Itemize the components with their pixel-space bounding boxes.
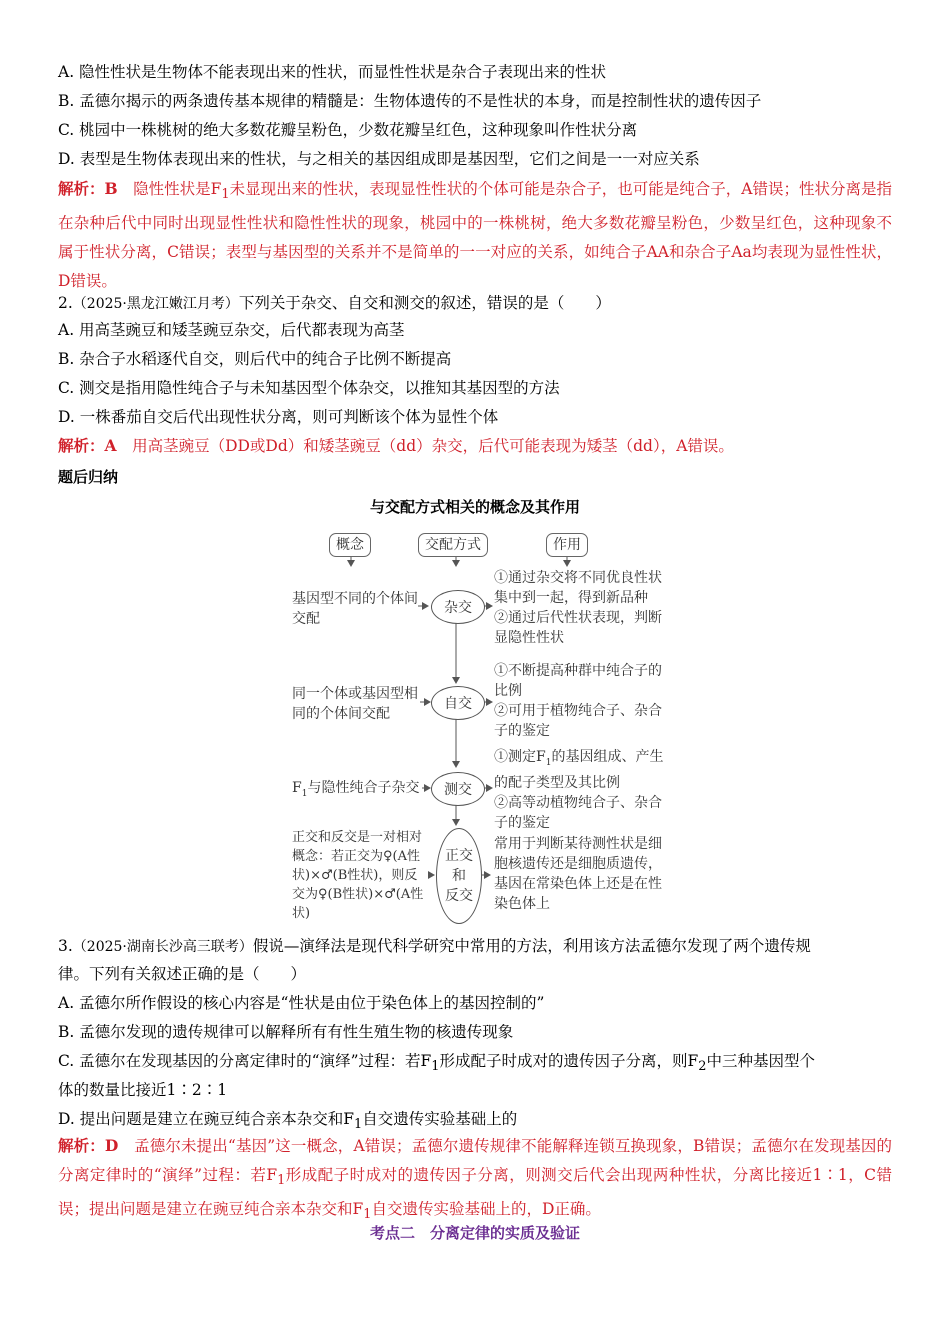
- effect-hybrid: ①通过杂交将不同优良性状集中到一起，得到新品种 ②通过后代性状表现，判断显隐性性状: [494, 570, 662, 646]
- q3-analysis: 解析：D 孟德尔未提出“基因”这一概念，A错误；孟德尔遗传规律不能解释连锁互换现象，B错误；孟德尔在发现基因的分离定律时的“演绎”过程：若$F_1$形成配子时成对的遗传因子分离，则测交后代会出现两种性状，分离比接近1∶1，C错误；提出问题是建立在豌豆纯合亲本杂交和$F_1$自交遗传实验基础上的，D正确。: [58, 1136, 892, 1223]
- summary-heading: 题后归纳: [58, 468, 119, 486]
- q1-analysis: 解析：B 隐性性状是$F_1$未显现出来的性状，表现显性性状的个体可能是杂合子，也可能是纯合子，A错误；性状分离是指在杂种后代中同时出现显性性状和隐性性状的现象，桃园中的一株桃树，绝大多数花瓣呈粉色，少数呈红色，这种现象不属于性状分离，C错误；表型与基因型的关系并不是简单的一一对应的关系，如纯合子AA和杂合子Aa均表现为显性性状，D错误。: [58, 179, 892, 291]
- q3-option-a: A. 孟德尔所作假设的核心内容是“性状是由位于染色体上的基因控制的”: [58, 994, 545, 1012]
- q3-option-b: B. 孟德尔发现的遗传规律可以解释所有有性生殖生物的核遗传现象: [58, 1023, 514, 1041]
- diagram-title: 与交配方式相关的概念及其作用: [369, 498, 580, 516]
- q3-option-d: D. 提出问题是建立在豌豆纯合亲本杂交和$F_1$自交遗传实验基础上的: [58, 1110, 518, 1133]
- q2-option-c: C. 测交是指用隐性纯合子与未知基因型个体杂交，以推知其基因型的方法: [58, 379, 560, 397]
- q1-option-d: D. 表型是生物体表现出来的性状，与之相关的基因组成即是基因型，它们之间是一一对应关系: [58, 150, 700, 168]
- concept-testcross: $F_1$与隐性纯合子杂交: [292, 780, 420, 799]
- answer-letter: A: [104, 436, 117, 455]
- q3-stem-2: 律。下列有关叙述正确的是（ ）: [58, 965, 307, 983]
- q3-option-c-cont: 体的数量比接近1∶2∶1: [58, 1081, 228, 1099]
- header-concept: 概念: [329, 533, 371, 557]
- answer-letter: B: [104, 179, 118, 198]
- q1-option-a: A. 隐性性状是生物体不能表现出来的性状，而显性性状是杂合子表现出来的性状: [58, 63, 607, 81]
- q3-stem-1: 3.（2025·湖南长沙高三联考）假说—演绎法是现代科学研究中常用的方法，利用该方法孟德尔发现了两个遗传规: [58, 937, 811, 955]
- method-selfing: 自交: [431, 686, 485, 720]
- q3-source: （2025·湖南长沙高三联考）: [72, 939, 253, 955]
- section-title: 考点二 分离定律的实质及验证: [369, 1224, 580, 1242]
- q2-option-d: D. 一株番茄自交后代出现性状分离，则可判断该个体为显性个体: [58, 408, 499, 426]
- effect-selfing: ①不断提高种群中纯合子的比例 ②可用于植物纯合子、杂合子的鉴定: [494, 663, 662, 739]
- concept-reciprocal: 正交和反交是一对相对概念：若正交为♀(A性状)×♂(B性状)，则反交为♀(B性状)×♂(A性状): [292, 830, 424, 921]
- effect-testcross: ①测定$F_1$的基因组成、产生的配子类型及其比例 ②高等动植物纯合子、杂合子的鉴定: [494, 749, 664, 831]
- q1-option-c: C. 桃园中一株桃树的绝大多数花瓣呈粉色，少数花瓣呈红色，这种现象叫作性状分离: [58, 121, 638, 139]
- q2-analysis: 解析：A 用高茎豌豆（DD或Dd）和矮茎豌豆（dd）杂交，后代可能表现为矮茎（dd），A错误。: [58, 436, 734, 455]
- q1-option-b: B. 孟德尔揭示的两条遗传基本规律的精髓是：生物体遗传的不是性状的本身，而是控制性状的遗传因子: [58, 92, 762, 110]
- q2-stem: 2.（2025·黑龙江嫩江月考）下列关于杂交、自交和测交的叙述，错误的是（ ）: [58, 294, 611, 312]
- analysis-label: 解析：: [58, 1136, 105, 1155]
- analysis-label: 解析：: [58, 179, 105, 198]
- q2-option-a: A. 用高茎豌豆和矮茎豌豆杂交，后代都表现为高茎: [58, 321, 405, 339]
- q3-option-c: C. 孟德尔在发现基因的分离定律时的“演绎”过程：若$F_1$形成配子时成对的遗传因子分离，则$F_2$中三种基因型个: [58, 1052, 815, 1075]
- answer-letter: D: [104, 1136, 119, 1155]
- q2-option-b: B. 杂合子水稻逐代自交，则后代中的纯合子比例不断提高: [58, 350, 452, 368]
- header-effect: 作用: [546, 533, 588, 557]
- concept-selfing: 同一个体或基因型相同的个体间交配: [292, 686, 418, 722]
- q2-source: （2025·黑龙江嫩江月考）: [72, 296, 239, 312]
- concept-hybrid: 基因型不同的个体间交配: [292, 591, 418, 627]
- header-method: 交配方式: [418, 533, 488, 557]
- method-reciprocal: 正交 和 反交: [436, 828, 482, 924]
- method-testcross: 测交: [431, 772, 485, 806]
- method-hybrid: 杂交: [431, 590, 485, 624]
- analysis-label: 解析：: [58, 436, 105, 455]
- effect-reciprocal: 常用于判断某待测性状是细胞核遗传还是细胞质遗传，基因在常染色体上还是在性染色体上: [494, 836, 662, 912]
